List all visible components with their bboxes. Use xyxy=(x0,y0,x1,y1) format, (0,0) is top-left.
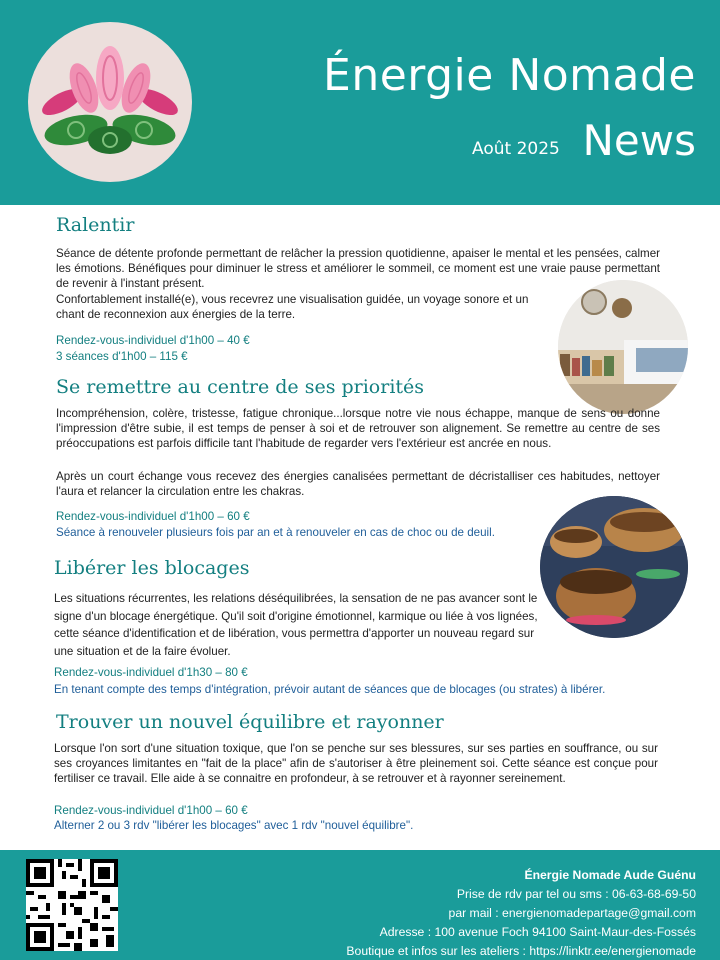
section-body: Séance de détente profonde permettant de relâcher la pression quotidienne, apaiser le mental et les pensées, calmer les émotions. Bénéfiques pour diminuer le stress et améliorer le sommeil, ce moment est une vraie pause permettant de revenir à l'instant présent. xyxy=(56,247,660,290)
newsletter-title: Énergie Nomade xyxy=(323,50,696,101)
offer-line: Rendez-vous-individuel d'1h00 – 40 € xyxy=(56,334,250,347)
contact-email[interactable]: par mail : energienomadepartage@gmail.com xyxy=(448,906,696,920)
footer-banner xyxy=(0,850,720,960)
contact-block xyxy=(346,866,696,960)
offer-line: Rendez-vous-individuel d'1h00 – 60 € xyxy=(56,510,250,523)
offer-line: En tenant compte des temps d'intégration, prévoir autant de séances que de blocages (ou strates) à libérer. xyxy=(54,683,606,696)
room-photo xyxy=(558,280,688,414)
header-banner xyxy=(0,0,720,205)
contact-phone[interactable]: Prise de rdv par tel ou sms : 06-63-68-69-50 xyxy=(456,887,696,901)
section-body: Incompréhension, colère, tristesse, fatigue chronique...lorsque notre vie nous échappe, manque de sens ou donne l'impression d'être subie, il est temps de penser à soi et de retrouver son alignement. Se remettre au centre de ses préoccupations est parfois difficile tant l'habitude de regarder vers l'extérieur est ancrée en nous. xyxy=(56,407,660,450)
qr-code[interactable] xyxy=(26,859,118,951)
section-body: Après un court échange vous recevez des énergies canalisées permettant de décristalliser ces habitudes, nettoyer l'aura et relancer la circulation entre les chakras. xyxy=(56,470,660,498)
offer-line: Rendez-vous-individuel d'1h30 – 80 € xyxy=(54,666,248,679)
section-title-equilibre: Trouver un nouvel équilibre et rayonner xyxy=(56,711,444,733)
issue-date: Août 2025 xyxy=(472,139,560,159)
offer-line: Rendez-vous-individuel d'1h00 – 60 € xyxy=(54,804,248,817)
section-title-ralentir: Ralentir xyxy=(56,214,135,236)
contact-links[interactable]: Boutique et infos sur les ateliers : https://linktr.ee/energienomade xyxy=(346,944,696,958)
section-title-blocages: Libérer les blocages xyxy=(54,557,250,579)
contact-name: Énergie Nomade Aude Guénu xyxy=(524,868,696,882)
news-label: News xyxy=(582,116,696,165)
lotus-logo xyxy=(28,22,192,182)
offer-line: Alterner 2 ou 3 rdv "libérer les blocages" avec 1 rdv "nouvel équilibre". xyxy=(54,819,414,832)
section-body: Lorsque l'on sort d'une situation toxique, que l'on se penche sur ses blessures, sur ses parties en souffrance, ou sur ses croyances limitantes en "fait de la place" afin de s'autoriser à être pleinement soi. Cette séance est conçue pour fertiliser ce travail. Elle aide à se connaitre en profondeur, à se retrouver et à rayonner sereinement. xyxy=(54,742,658,785)
offer-line: 3 séances d'1h00 – 115 € xyxy=(56,350,188,363)
section-body: Confortablement installé(e), vous recevrez une visualisation guidée, un voyage sonore et un chant de reconnexion aux énergies de la terre. xyxy=(56,293,529,321)
offer-line: Séance à renouveler plusieurs fois par an et à renouveler en cas de choc ou de deuil. xyxy=(56,526,495,539)
section-body: Les situations récurrentes, les relations déséquilibrées, la sensation de ne pas avancer sont le signe d'un blocage énergétique. Qu'il soit d'origine émotionnel, karmique ou liée à vos lignées, cette séance d'identification et de libération, vous permettra d'apporter un nouveau regard sur une situation et de la faire évoluer. xyxy=(54,592,538,658)
section-title-priorites: Se remettre au centre de ses priorités xyxy=(56,376,425,398)
singing-bowls-photo xyxy=(540,496,688,638)
contact-address: Adresse : 100 avenue Foch 94100 Saint-Maur-des-Fossés xyxy=(379,925,696,939)
